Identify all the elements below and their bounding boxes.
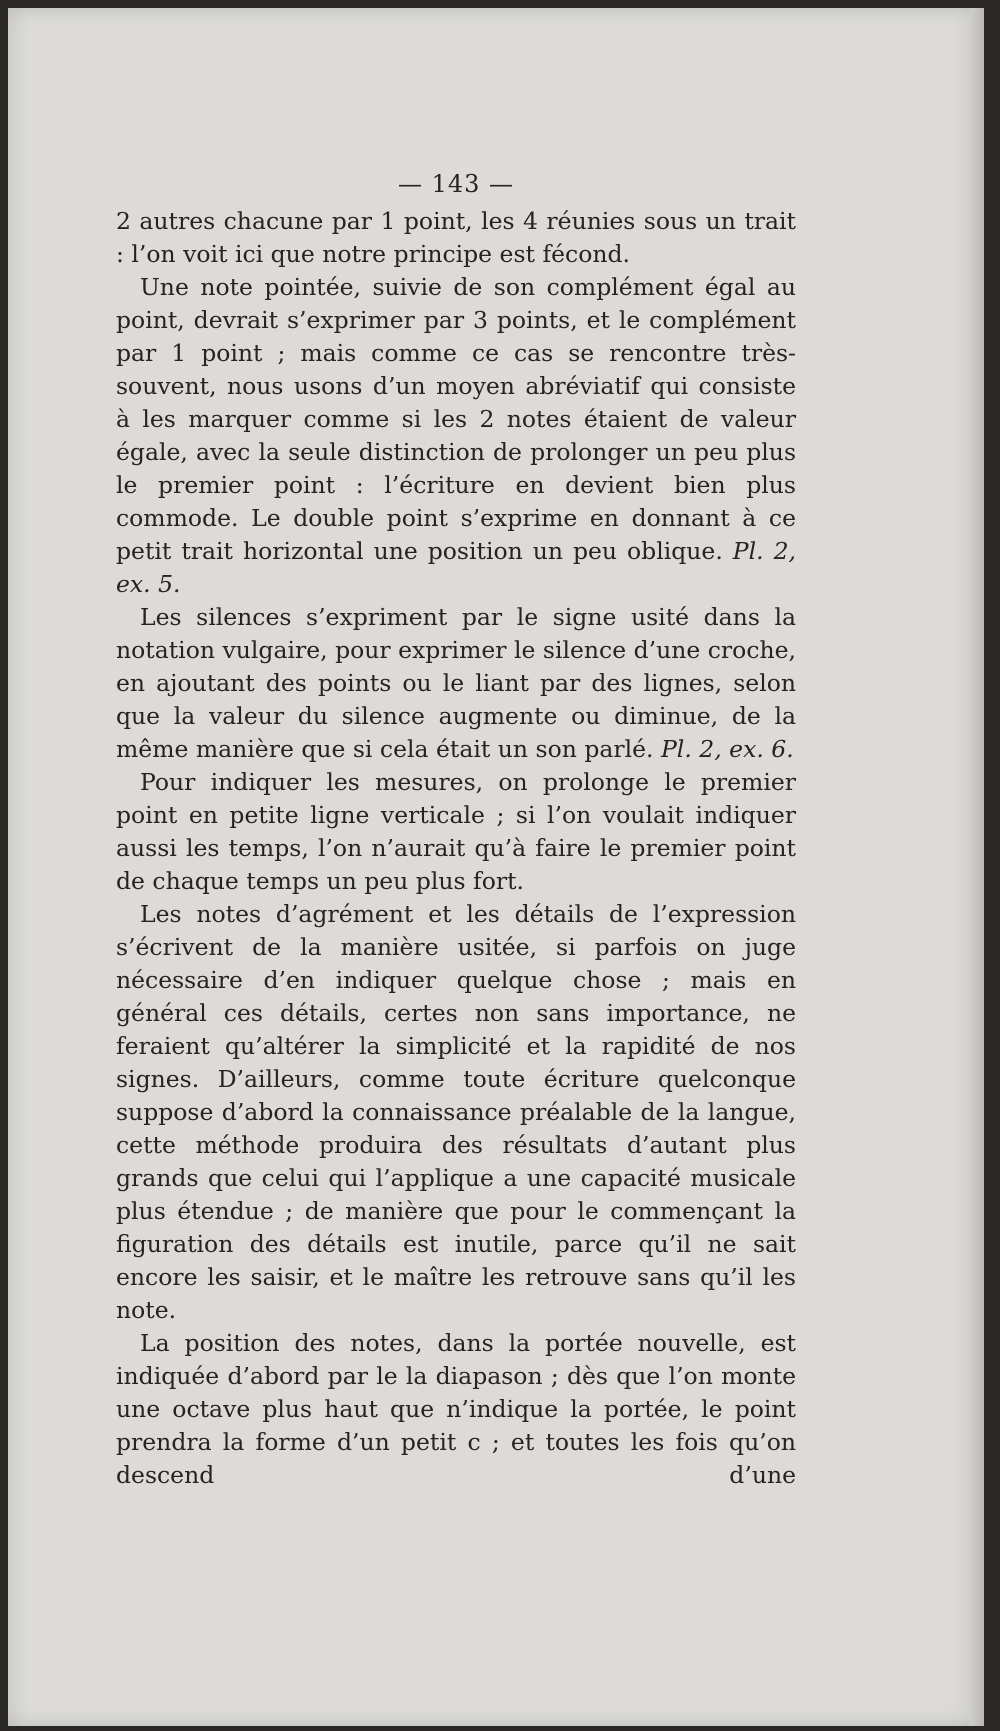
paragraph-5 [116, 898, 796, 1327]
plate-reference: Pl. 2, ex. 5. [116, 537, 796, 598]
paragraph-6-text: La position des notes, dans la portée nouvelle, est indiquée d’abord par le la diapason ; dès que l’on monte une octave plus haut que n’indique la portée, le point prendra la forme d’un petit c ; et toutes les fois qu’on descend d’une [116, 1329, 796, 1489]
paragraph-3-text: Les silences s’expriment par le signe usité dans la notation vulgaire, pour exprimer le silence d’une croche, en ajoutant des points ou le liant par des lignes, selon que la valeur du silence augmente ou diminue, de la même manière que si cela était un son parlé. [116, 603, 796, 763]
paragraph-1-text: 2 autres chacune par 1 point, les 4 réunies sous un trait : l’on voit ici que notre principe est fécond. [116, 207, 796, 268]
page-edge [970, 8, 984, 1726]
page-number: — 143 — [397, 170, 515, 198]
paragraph-1 [116, 205, 796, 271]
paragraph-2 [116, 271, 796, 601]
book-page [8, 8, 984, 1726]
paragraph-3 [116, 601, 796, 766]
paragraph-5-text: Les notes d’agrément et les détails de l’expression s’écrivent de la manière usitée, si parfois on juge nécessaire d’en indiquer quelque chose ; mais en général ces détails, certes non sans importance, ne feraient qu’altérer la simplicité et la rapidité de nos signes. D’ailleurs, comme toute écriture quelconque suppose d’abord la connaissance préalable de la langue, cette méthode produira des résultats d’autant plus grands que celui qui l’applique a une capacité musicale plus étendue ; de manière que pour le commençant la figuration des détails est inutile, parce qu’il ne sait encore les saisir, et le maître les retrouve sans qu’il les note. [116, 900, 796, 1324]
paragraph-6 [116, 1327, 796, 1492]
paragraph-4-text: Pour indiquer les mesures, on prolonge le premier point en petite ligne verticale ; si l’on voulait indiquer aussi les temps, l’on n’aurait qu’à faire le premier point de chaque temps un peu plus fort. [116, 768, 796, 895]
paragraph-2-text: Une note pointée, suivie de son complément égal au point, devrait s’exprimer par 3 points, et le complément par 1 point ; mais comme ce cas se rencontre très-souvent, nous usons d’un moyen abréviatif qui consiste à les marquer comme si les 2 notes étaient de valeur égale, avec la seule distinction de prolonger un peu plus le premier point : l’écriture en devient bien plus commode. Le double point s’exprime en donnant à ce petit trait horizontal une position un peu oblique. [116, 273, 796, 565]
paragraph-4 [116, 766, 796, 898]
plate-reference: Pl. 2, ex. 6. [661, 735, 794, 763]
text-block [116, 168, 796, 1492]
